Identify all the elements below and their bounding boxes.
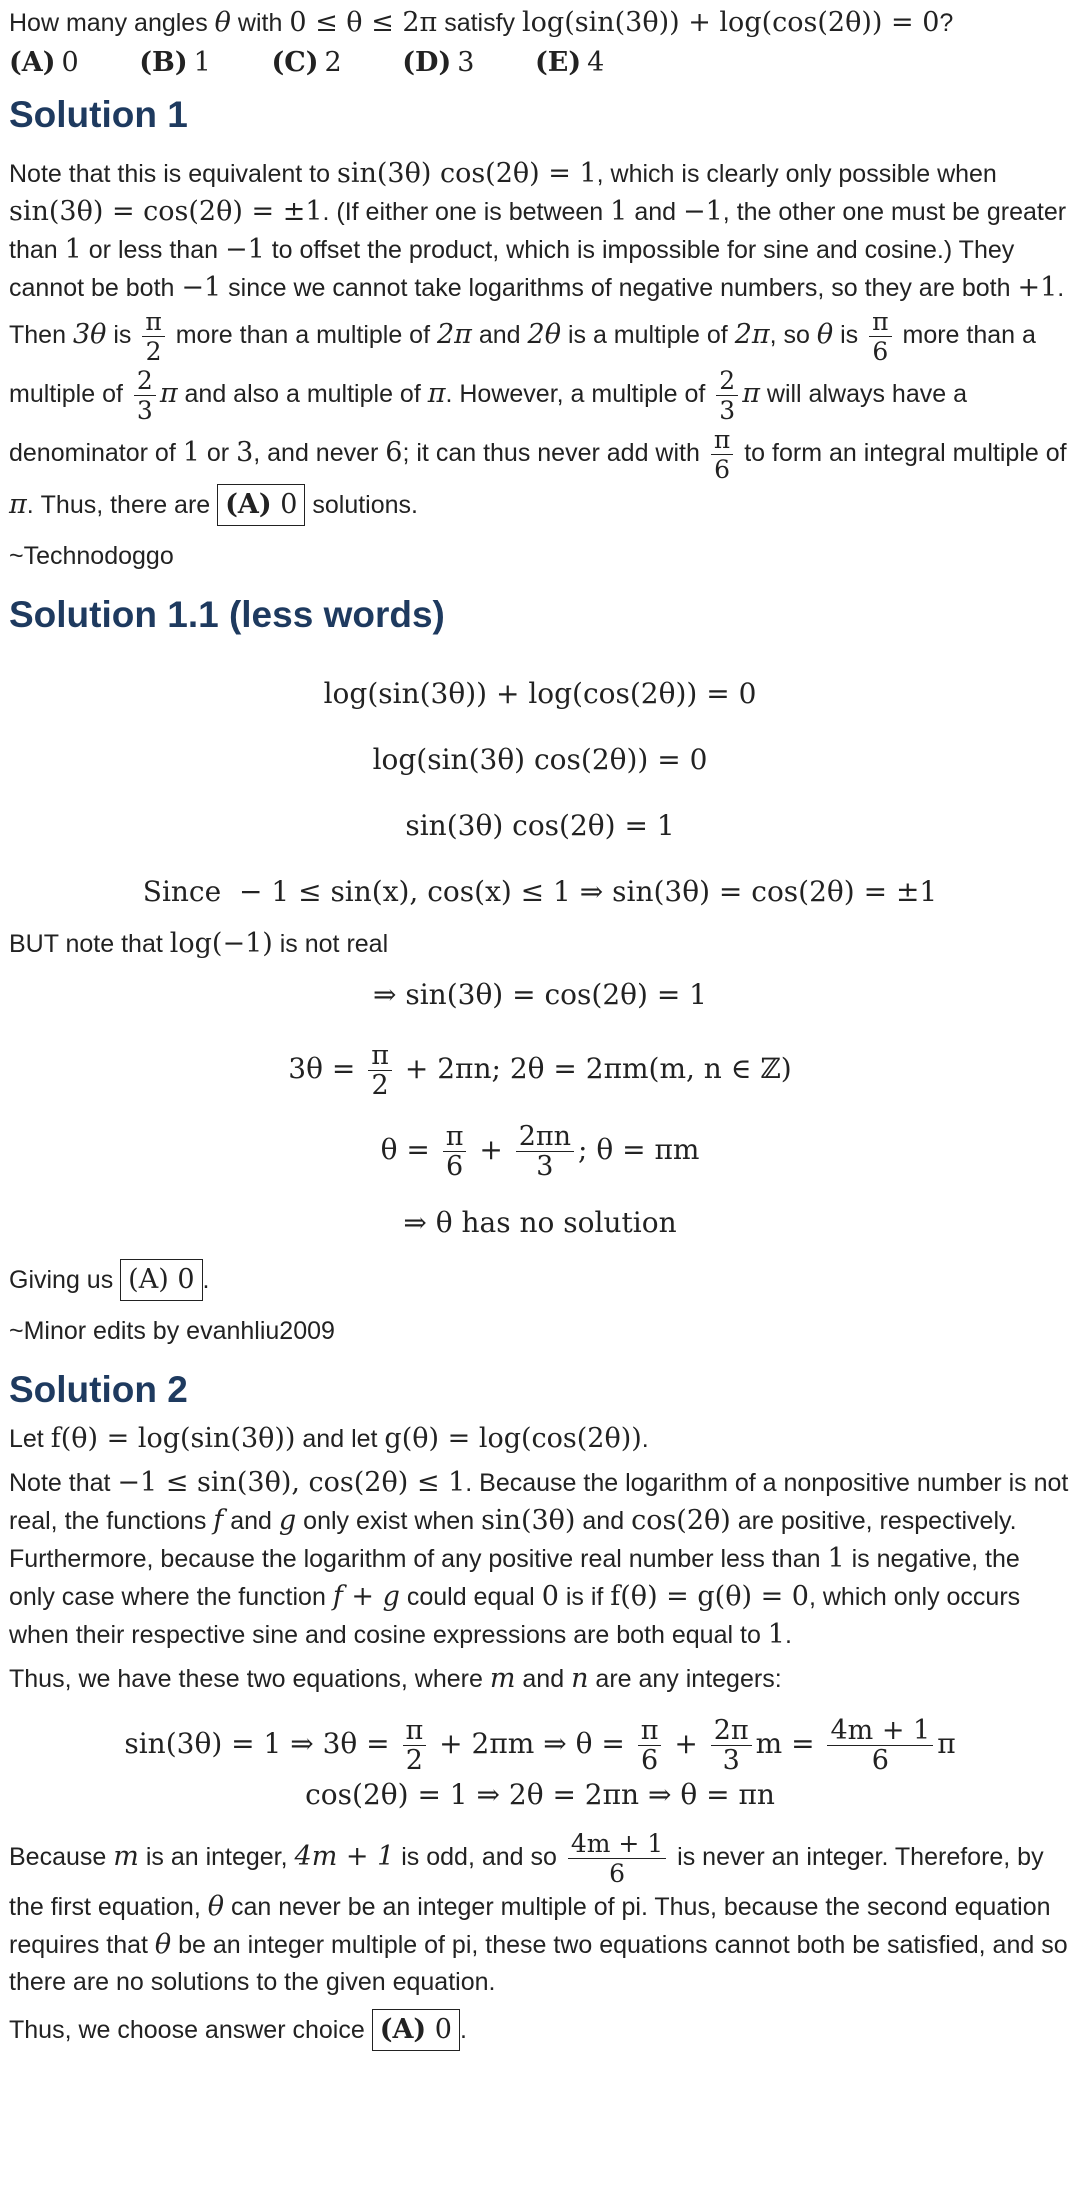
but-note: BUT note that log(−1) is not real [9,928,389,959]
choice-d: (D) 3 [402,47,475,78]
answer-box: (A) 0 [217,484,305,526]
solution-2-heading: Solution 2 [9,1369,188,1410]
signature: ~Minor edits by evanhliu2009 [9,1317,335,1345]
fraction-pi-over-2: $\frac{\pi}{2}$ [142,307,164,366]
solution-2-definitions: Let f(θ) = log(sin(3θ)) and let g(θ) = log(cos(2θ)). [9,1423,649,1454]
problem-equation: log(sin(3θ)) + log(cos(2θ)) = 0 [522,7,940,38]
choice-b: (B) 1 [139,47,211,78]
fraction-2-over-3: $\frac{2}{3}$ [134,366,156,425]
fraction-pi-over-6: $\frac{\pi}{6}$ [869,307,891,366]
choice-c: (C) 2 [271,47,342,78]
display-equation: log(sin(3θ)) + log(cos(2θ)) = 0 log(sin(3θ) cos(2θ)) = 0 sin(3θ) cos(2θ) = 1 Since − 1 ≤ sin(x), cos(x) ≤ 1 ⇒ sin(3θ) = cos(2θ) = ±1 [142,677,938,908]
answer-choices [9,44,1071,81]
choice-e: (E) 4 [535,47,605,78]
display-equation: sin(3θ) = 1 ⇒ 3θ = $\frac{\pi}{2}$ + 2πm ⇒ θ = $\frac{\pi}{6}$ + $\frac{2\pi}{3}$ m = $\frac{4m + 1}{6}$ π cos(2θ) = 1 ⇒ 2θ = 2πn ⇒ θ = πn [124,1715,956,1811]
solution-1-body: Note that this is equivalent to sin(3θ) cos(2θ) = 1, which is clearly only possible when sin(3θ) = cos(2θ) = ±1. (If either one is between 1 and −1, the other one must be greater than 1 or less than −1 to offset the product, which is impossible for sine and cosine.) They cannot be both −1 since we cannot take logarithms of negative numbers, so they are both +1. Then 3θ is $\frac{\pi}{2}$ more than a multiple of 2π and 2θ is a multiple of 2π, so θ is $\frac{\pi}{6}$ more than a multiple of $\frac{2}{3}$ π and also a multiple of π. However, a multiple of $\frac{2}{3}$ π will always have a denominator of 1 or 3, and never 6; it can thus never add with $\frac{\pi}{6}$ to form an integral multiple of π. Thus, there are (A) 0 solutions. [9,155,1071,526]
fraction-2-over-3: $\frac{2}{3}$ [716,366,738,425]
solution-2-reasoning: Note that −1 ≤ sin(3θ), cos(2θ) ≤ 1. Because the logarithm of a nonpositive number is not real, the functions f and g only exist when sin(3θ) and cos(2θ) are positive, respectively. Furthermore, because the logarithm of any positive real number less than 1 is negative, the only case where the function f + g could equal 0 is if f(θ) = g(θ) = 0, which only occurs when their respective sine and cosine expressions are both equal to 1. [9,1467,1069,1650]
solution-1-heading: Solution 1 [9,94,188,135]
choice-a: (A) 0 [9,47,79,78]
signature: ~Technodoggo [9,542,174,570]
final-answer: Thus, we choose answer choice (A) 0 . [9,2009,1071,2051]
answer-box: (A) 0 [120,1259,202,1301]
solution-2-equations-intro: Thus, we have these two equations, where m and n are any integers: [9,1663,782,1694]
problem-statement: How many angles θ with 0 ≤ θ ≤ 2π satisfy log(sin(3θ)) + log(cos(2θ)) = 0? [9,7,954,38]
fraction-pi-over-6: $\frac{\pi}{6}$ [711,425,733,484]
giving-us: Giving us (A) 0 . [9,1259,1071,1301]
solution-1-1-heading: Solution 1.1 (less words) [9,594,445,635]
answer-box: (A) 0 [372,2009,460,2051]
display-equation: ⇒ sin(3θ) = cos(2θ) = 1 3θ = $\frac{\pi}{2}$ + 2πn; 2θ = 2πm(m, n ∈ ℤ) θ = $\frac{\pi}{6}$ + $\frac{2\pi n}{3}$ ; θ = πm ⇒ θ has no solution [288,978,792,1239]
solution-2-conclusion: Because m is an integer, 4m + 1 is odd, and so $\frac{4m + 1}{6}$ is never an integer. Therefore, by the first equation, θ can never be an integer multiple of pi. Thus, because the second equation requires that θ be an integer multiple of pi, these two equations cannot both be satisfied, and so there are no solutions to the given equation. [9,1829,1068,1996]
